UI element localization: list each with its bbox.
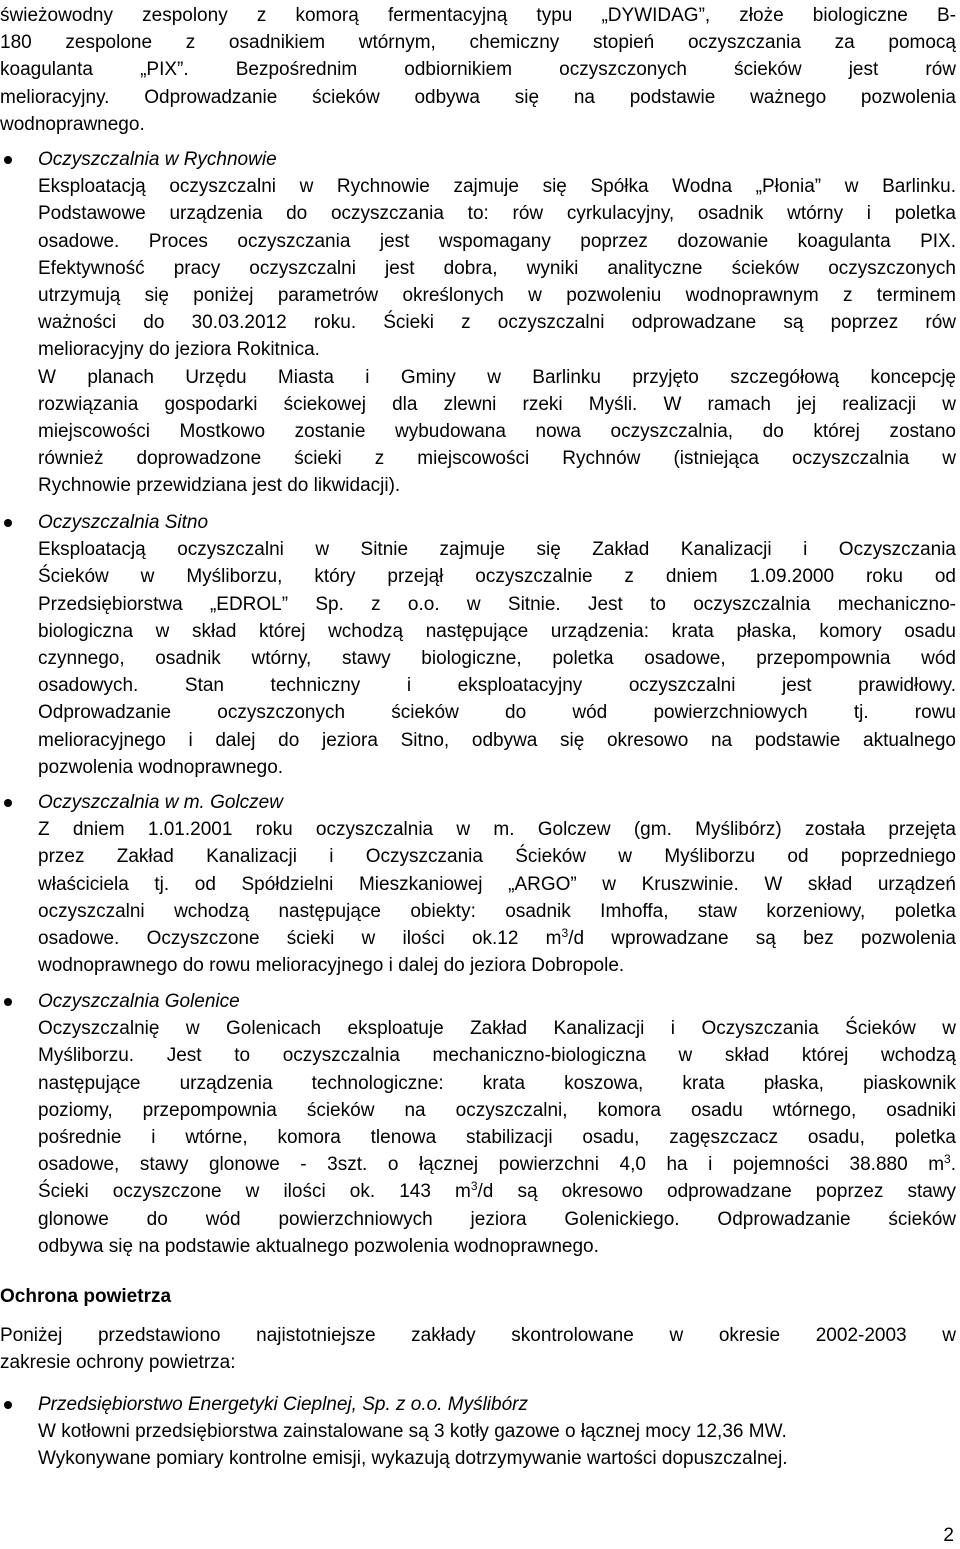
text-line: wodnoprawnego. [0,113,145,135]
text-line: przez Zakład Kanalizacji i Oczyszczania Ścieków w Myśliborzu od poprzedniego [38,846,956,868]
text-line: świeżowodny zespolony z komorą fermentacyjną typu „DYWIDAG”, złoże biologiczne B- [0,5,956,26]
text-line [38,1178,956,1205]
bullet-point [4,1401,12,1409]
text-line: Poniżej przedstawiono najistotniejsze zakłady skontrolowane w okresie 2002-2003 w [0,1325,956,1346]
text-line: W planach Urzędu Miasta i Gminy w Barlinku przyjęto szczegółową koncepcję [38,366,956,388]
text-line: Eksploatacją oczyszczalni w Sitnie zajmuje się Zakład Kanalizacji i Oczyszczania [38,539,956,561]
text-line: miejscowości Mostkowo zostanie wybudowana nowa oczyszczalnia, do której zostano [38,421,956,443]
list-item-golczew [38,789,956,979]
text-line: pośrednie i wtórne, komora tlenowa stabilizacji osadu, zagęszczacz osadu, poletka [38,1127,956,1149]
item-heading: Oczyszczalnia Golenice [38,991,240,1012]
text-line: osadowych. Stan techniczny i eksploatacyjny oczyszczalni jest prawidłowy. [38,675,956,697]
item-heading: Oczyszczalnia w m. Golczew [38,792,283,813]
text-line [38,925,956,952]
bullet-point [4,156,12,164]
text-line: Myśliborzu. Jest to oczyszczalnia mechaniczno-biologiczna w skład której wchodzą [38,1045,956,1067]
text-line: również doprowadzone ścieki z miejscowości Rychnów (istniejąca oczyszczalnia w [38,448,956,470]
item-heading: Przedsiębiorstwo Energetyki Cieplnej, Sp. z o.o. Myślibórz [38,1394,528,1415]
text-line: osadowe. Proces oczyszczania jest wspomagany poprzez dozowanie koagulanta PIX. [38,230,956,252]
bullet-point [4,799,12,807]
text-line: Wykonywane pomiary kontrolne emisji, wykazują dotrzymywanie wartości dopuszczalnej. [38,1448,788,1470]
text-line: utrzymują się poniżej parametrów określonych w pozwoleniu wodnoprawnym z terminem [38,285,956,307]
text-line: następujące urządzenia technologiczne: krata koszowa, krata płaska, piaskownik [38,1072,956,1094]
list-item-pec [38,1391,956,1473]
text-line [38,1151,956,1178]
text-fragment: osadowe. Oczyszczone ścieki w ilości ok.12 m [38,928,562,950]
text-line: zakresie ochrony powietrza: [0,1352,236,1374]
text-line: czynnego, osadnik wtórny, stawy biologiczne, poletka osadowe, przepompownia wód [38,648,956,670]
superscript: 3 [561,926,569,941]
text-line: wodnoprawnego do rowu melioracyjnego i dalej do jeziora Dobropole. [38,955,625,977]
text-line: biologiczna w skład której wchodzą następujące urządzenia: krata płaska, komory osadu [38,620,956,642]
text-line: Podstawowe urządzenia do oczyszczania to: rów cyrkulacyjny, osadnik wtórny i poletka [38,203,956,225]
section-intro [0,1322,956,1376]
text-line: poziomy, przepompownia ścieków na oczyszczalni, komora osadu wtórnego, osadniki [38,1099,956,1121]
text-line: odbywa się na podstawie aktualnego pozwolenia wodnoprawnego. [38,1235,599,1257]
superscript: 3 [944,1152,951,1167]
text-line: ważności do 30.03.2012 roku. Ścieki z oczyszczalni odprowadzane są poprzez rów [38,312,956,334]
list-item-golenice [38,988,956,1260]
item-heading: Oczyszczalnia w Rychnowie [38,149,277,170]
text-fragment: /d wprowadzane są bez pozwolenia [568,928,956,950]
text-fragment: /d są okresowo odprowadzane poprzez stawy [477,1181,957,1203]
text-line: Odprowadzanie oczyszczonych ścieków do wód powierzchniowych tj. rowu [38,702,956,724]
text-line: glonowe do wód powierzchniowych jeziora Golenickiego. Odprowadzanie ścieków [38,1208,956,1230]
text-line: pozwolenia wodnoprawnego. [38,756,284,778]
text-line: rozwiązania gospodarki ściekowej dla zlewni rzeki Myśli. W ramach jej realizacji w [38,393,956,415]
text-line: melioracyjny do jeziora Rokitnica. [38,339,320,361]
text-line: oczyszczalni wchodzą następujące obiekty: osadnik Imhoffa, staw korzeniowy, poletka [38,900,956,922]
section-heading: Ochrona powietrza [0,1286,172,1307]
text-line: koagulanta „PIX”. Bezpośrednim odbiornikiem oczyszczonych ścieków jest rów [0,59,956,81]
text-line: 180 zespolone z osadnikiem wtórnym, chemiczny stopień oczyszczania za pomocą [0,32,956,54]
list-item-sitno [38,509,956,781]
text-line: Oczyszczalnię w Golenicach eksploatuje Zakład Kanalizacji i Oczyszczania Ścieków w [38,1018,956,1040]
text-fragment: osadowe, stawy glonowe - 3szt. o łącznej powierzchni 4,0 ha i pojemności 38.880 m [38,1154,945,1176]
text-line: Ścieków w Myśliborzu, który przejął oczyszczalnie z dniem 1.09.2000 roku od [38,566,956,588]
text-line: właściciela tj. od Spółdzielni Mieszkaniowej „ARGO” w Kruszwinie. W skład urządzeń [38,873,956,895]
text-line: Eksploatacją oczyszczalni w Rychnowie zajmuje się Spółka Wodna „Płonia” w Barlinku. [38,176,956,198]
text-line: melioracyjnego i dalej do jeziora Sitno, odbywa się okresowo na podstawie aktualnego [38,729,956,751]
bullet-point [4,998,12,1006]
text-line: Rychnowie przewidziana jest do likwidacji). [38,475,401,497]
text-line: Efektywność pracy oczyszczalni jest dobra, wyniki analityczne ścieków oczyszczonych [38,257,956,279]
bullet-point [4,519,12,527]
text-line: melioracyjny. Odprowadzanie ścieków odbywa się na podstawie ważnego pozwolenia [0,86,956,108]
item-heading: Oczyszczalnia Sitno [38,512,209,533]
text-fragment: Ścieki oczyszczone w ilości ok. 143 m [38,1181,471,1203]
text-fragment: . [950,1154,956,1176]
text-line: W kotłowni przedsiębiorstwa zainstalowane są 3 kotły gazowe o łącznej mocy 12,36 MW. [38,1421,787,1443]
page-number: 2 [943,1525,954,1546]
text-line: Przedsiębiorstwa „EDROL” Sp. z o.o. w Sitnie. Jest to oczyszczalnia mechaniczno- [38,593,956,615]
text-line: Z dniem 1.01.2001 roku oczyszczalnia w m. Golczew (gm. Myślibórz) została przejęta [38,819,956,841]
list-item-rychnow [38,146,956,500]
intro-paragraph [0,2,956,138]
superscript: 3 [470,1179,478,1194]
